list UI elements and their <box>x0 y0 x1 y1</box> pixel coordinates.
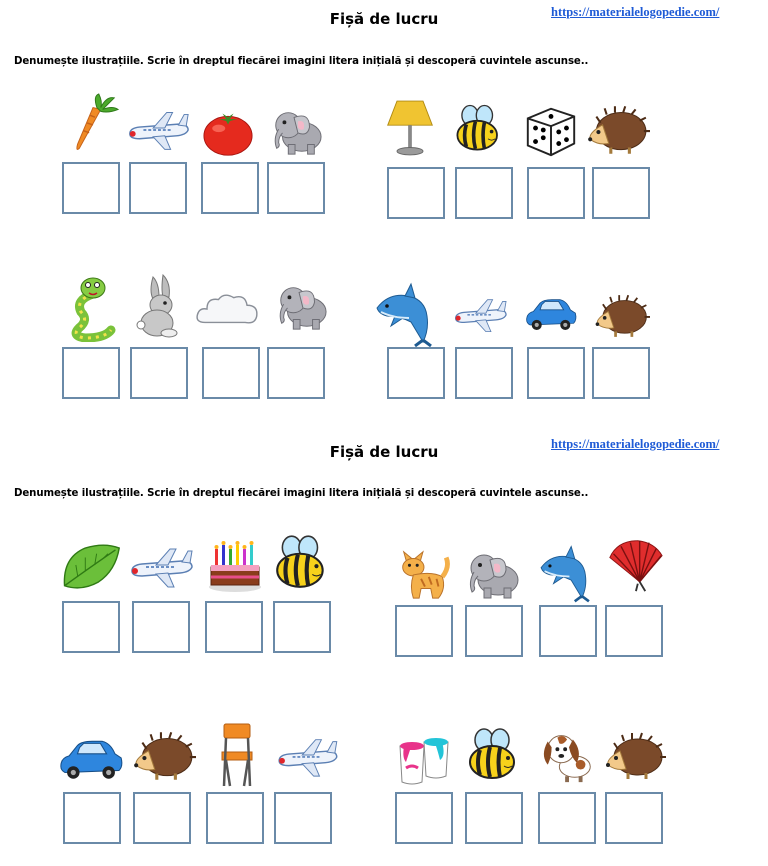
cake-icon <box>204 535 266 595</box>
bee-icon <box>271 532 333 592</box>
fan-icon <box>601 537 669 593</box>
letter-box-bee[interactable] <box>465 792 523 844</box>
letter-box-paint-buckets[interactable] <box>395 792 453 844</box>
letter-box-airplane[interactable] <box>129 162 187 214</box>
cat-icon <box>394 542 452 604</box>
letter-box-elephant[interactable] <box>465 605 523 657</box>
elephant-icon <box>268 279 334 333</box>
letter-box-chair[interactable] <box>206 792 264 844</box>
leaf-icon <box>57 535 123 595</box>
letter-box-airplane[interactable] <box>132 601 190 653</box>
dice-icon <box>522 101 580 159</box>
letter-box-hedgehog[interactable] <box>133 792 191 844</box>
letter-box-hedgehog[interactable] <box>592 347 650 399</box>
hedgehog-icon <box>592 292 650 340</box>
letter-box-rabbit[interactable] <box>130 347 188 399</box>
letter-box-airplane[interactable] <box>455 347 513 399</box>
chair-icon <box>209 720 265 790</box>
instruction-text: Denumește ilustrațiile. Scrie în dreptul fiecărei imagini litera inițială și descoperă cuvintele ascunse.. <box>14 56 589 67</box>
rabbit-icon <box>130 273 186 339</box>
letter-box-car[interactable] <box>63 792 121 844</box>
letter-box-leaf[interactable] <box>62 601 120 653</box>
website-link[interactable]: https://materialelogopedie.com/ <box>551 5 720 19</box>
letter-box-cake[interactable] <box>205 601 263 653</box>
car-icon <box>53 733 129 785</box>
bee-icon <box>452 99 506 157</box>
hedgehog-icon <box>584 104 650 156</box>
letter-box-cat[interactable] <box>395 605 453 657</box>
car-icon <box>519 293 583 335</box>
airplane-icon <box>273 732 341 780</box>
hedgehog-icon <box>130 728 196 784</box>
website-link[interactable]: https://materialelogopedie.com/ <box>551 437 720 451</box>
letter-box-dolphin[interactable] <box>387 347 445 399</box>
instruction-text: Denumește ilustrațiile. Scrie în dreptul fiecărei imagini litera inițială și descoperă cuvintele ascunse.. <box>14 488 589 499</box>
letter-box-snake[interactable] <box>62 347 120 399</box>
dog-icon <box>538 726 600 784</box>
dolphin-icon <box>369 281 439 347</box>
letter-box-car[interactable] <box>527 347 585 399</box>
carrot-icon <box>64 90 122 156</box>
letter-box-bee[interactable] <box>455 167 513 219</box>
tomato-icon <box>200 108 256 158</box>
bee-icon <box>464 724 524 784</box>
letter-box-carrot[interactable] <box>62 162 120 214</box>
elephant-icon <box>458 546 526 602</box>
letter-box-airplane[interactable] <box>274 792 332 844</box>
letter-box-tomato[interactable] <box>201 162 259 214</box>
airplane-icon <box>126 541 196 591</box>
hedgehog-icon <box>602 728 666 784</box>
airplane-icon <box>449 293 511 335</box>
cloud-icon <box>193 290 261 332</box>
elephant-icon <box>263 104 329 158</box>
dolphin-icon <box>534 543 596 603</box>
worksheet-title: Fișă de lucru <box>329 443 439 461</box>
letter-box-dog[interactable] <box>538 792 596 844</box>
airplane-icon <box>124 103 192 155</box>
snake-icon <box>63 276 123 342</box>
letter-box-hedgehog[interactable] <box>592 167 650 219</box>
letter-box-dice[interactable] <box>527 167 585 219</box>
paint-buckets-icon <box>394 728 454 788</box>
lamp-icon <box>384 95 436 161</box>
worksheet-title: Fișă de lucru <box>329 10 439 28</box>
letter-box-fan[interactable] <box>605 605 663 657</box>
letter-box-dolphin[interactable] <box>539 605 597 657</box>
letter-box-bee[interactable] <box>273 601 331 653</box>
letter-box-elephant[interactable] <box>267 347 325 399</box>
letter-box-cloud[interactable] <box>202 347 260 399</box>
letter-box-hedgehog[interactable] <box>605 792 663 844</box>
letter-box-lamp[interactable] <box>387 167 445 219</box>
letter-box-elephant[interactable] <box>267 162 325 214</box>
